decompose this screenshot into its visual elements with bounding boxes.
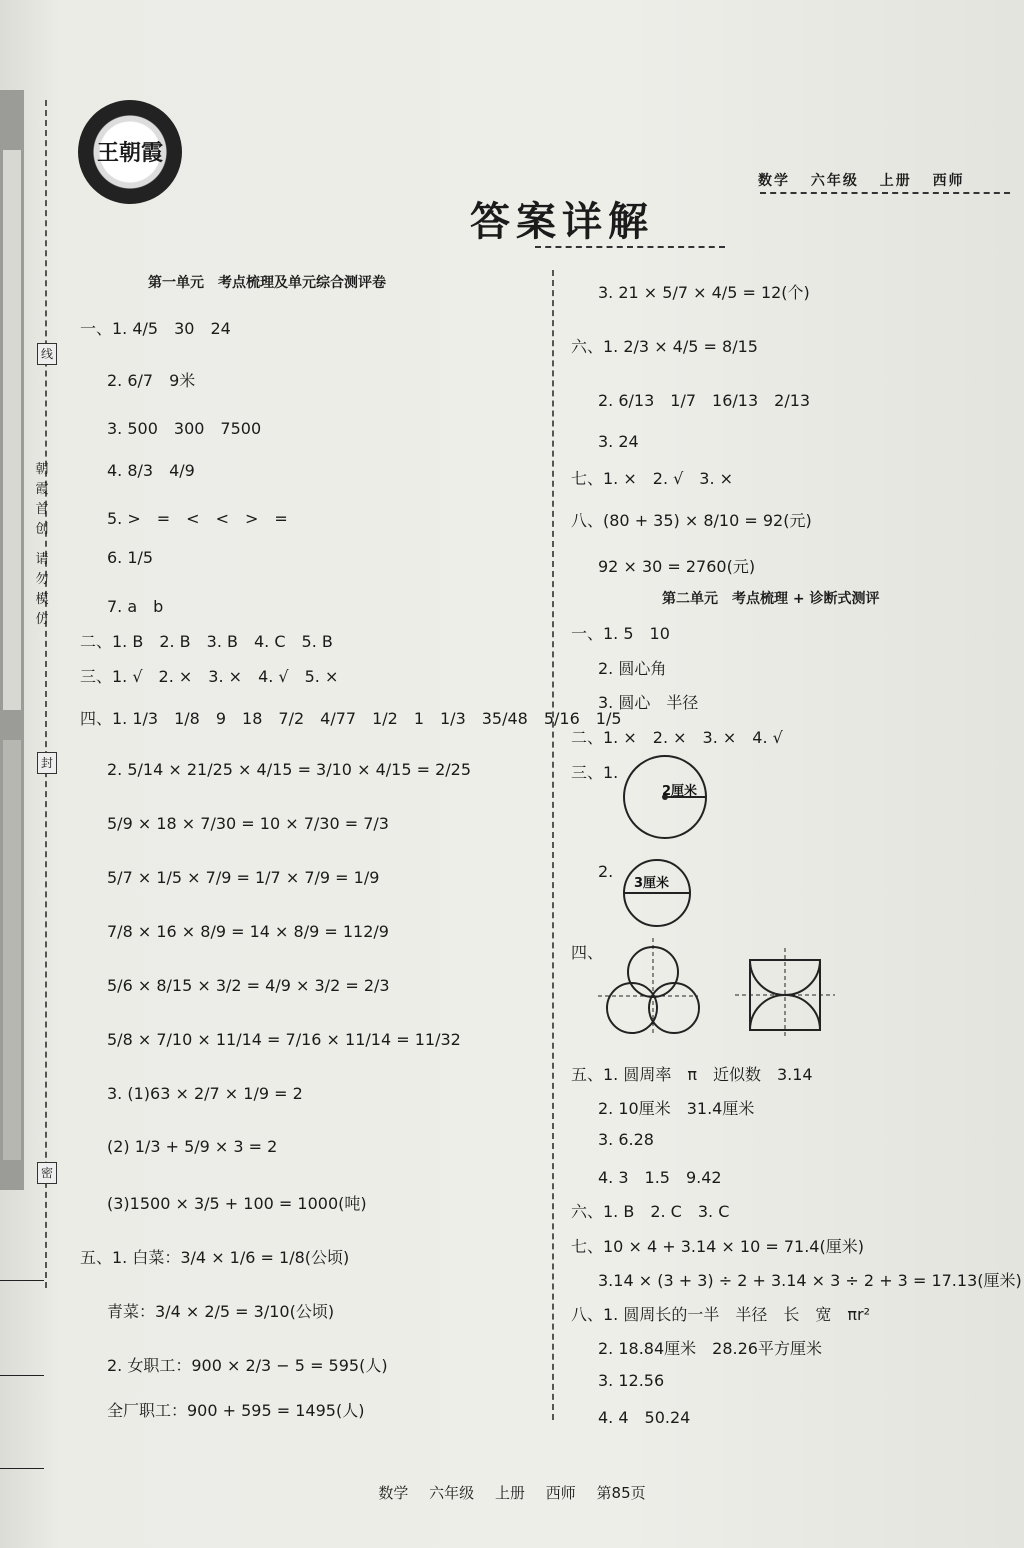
- answer-line: (2) 1/3 + 5/9 × 3 = 2: [107, 1137, 278, 1156]
- banner-publisher: 西师: [932, 173, 965, 189]
- brand-logo: [78, 100, 182, 204]
- answer-line: 4. 4 50.24: [598, 1408, 691, 1427]
- answer-line: 2. 圆心角: [598, 659, 667, 678]
- margin-rule: [0, 1468, 44, 1469]
- answer-line: 6. 1/5: [107, 548, 154, 567]
- answer-line: 7. a b: [107, 597, 164, 616]
- banner-line: [760, 192, 1010, 194]
- answer-line: 3. 6.28: [598, 1130, 654, 1149]
- margin-note-2: 请勿模仿: [35, 552, 49, 627]
- square-arcs-figure: [735, 948, 835, 1038]
- answer-line: 一、1. 5 10: [571, 624, 670, 643]
- margin-mark-mi: 密: [37, 1162, 57, 1184]
- diameter-label: 3厘米: [634, 876, 670, 891]
- answer-line: 4. 8/3 4/9: [107, 461, 195, 480]
- margin-note-1: 朝霞首创: [35, 462, 49, 537]
- section-title: 第二单元 考点梳理 + 诊断式测评: [662, 591, 880, 607]
- section-title: 第一单元 考点梳理及单元综合测评卷: [148, 275, 386, 291]
- answer-line: 2.: [598, 862, 614, 881]
- answer-line: 3. 圆心 半径: [598, 693, 699, 712]
- answer-line: 一、1. 4/5 30 24: [80, 319, 231, 338]
- answer-line: 2. 10厘米 31.4厘米: [598, 1099, 755, 1118]
- answer-line: 5/7 × 1/5 × 7/9 = 1/7 × 7/9 = 1/9: [107, 868, 380, 887]
- banner-subject: 数学: [758, 173, 790, 189]
- margin-rule: [0, 1375, 44, 1376]
- answer-line: 7/8 × 16 × 8/9 = 14 × 8/9 = 112/9: [107, 922, 389, 941]
- footer-subject: 数学: [378, 1484, 409, 1502]
- answer-line: 青菜：3/4 × 2/5 = 3/10(公顷): [107, 1302, 335, 1321]
- answer-line: 3.14 × (3 + 3) ÷ 2 + 3.14 × 3 ÷ 2 + 3 = 17.13(厘米): [598, 1271, 1022, 1290]
- footer-publisher: 西师: [545, 1484, 576, 1502]
- footer-volume: 上册: [494, 1484, 525, 1502]
- answer-line: 92 × 30 = 2760(元): [598, 557, 756, 576]
- answer-line: 四、1. 1/3 1/8 9 18 7/2 4/77 1/2 1 1/3 35/48 5/16 1/5: [80, 709, 622, 728]
- binding-strip: [0, 90, 24, 1190]
- column-divider: [552, 270, 554, 1420]
- answer-line: 5/9 × 18 × 7/30 = 10 × 7/30 = 7/3: [107, 814, 389, 833]
- margin-rule: [0, 1280, 44, 1281]
- answer-line: 2. 6/13 1/7 16/13 2/13: [598, 391, 811, 410]
- margin-mark-xian: 线: [37, 343, 57, 365]
- answer-line: 3. 12.56: [598, 1371, 665, 1390]
- answer-line: 六、1. 2/3 × 4/5 = 8/15: [571, 337, 758, 356]
- banner-grade: 六年级: [810, 173, 859, 189]
- answer-line: 4. 3 1.5 9.42: [598, 1168, 722, 1187]
- answer-line: 全厂职工：900 + 595 = 1495(人): [107, 1401, 365, 1420]
- answer-line: 七、10 × 4 + 3.14 × 10 = 71.4(厘米): [571, 1237, 864, 1256]
- answer-line: 2. 女职工：900 × 2/3 − 5 = 595(人): [107, 1356, 388, 1375]
- answer-line: 2. 18.84厘米 28.26平方厘米: [598, 1339, 822, 1358]
- cut-line: [45, 100, 47, 1288]
- answer-line: 二、1. B 2. B 3. B 4. C 5. B: [80, 632, 333, 651]
- answer-line: 5/6 × 8/15 × 3/2 = 4/9 × 3/2 = 2/3: [107, 976, 390, 995]
- footer-grade: 六年级: [429, 1484, 475, 1502]
- answer-line: 五、1. 白菜：3/4 × 1/6 = 1/8(公顷): [80, 1248, 350, 1267]
- circle-diameter-diagram: [622, 858, 692, 928]
- answer-line: 八、(80 + 35) × 8/10 = 92(元): [571, 511, 812, 530]
- answer-line: 2. 5/14 × 21/25 × 4/15 = 3/10 × 4/15 = 2/25: [107, 760, 471, 779]
- margin-mark-feng: 封: [37, 752, 57, 774]
- page-footer: [0, 1482, 1024, 1503]
- logo-text: 王朝霞: [96, 140, 163, 166]
- title-underline: [535, 246, 725, 248]
- answer-line: 四、: [571, 943, 604, 962]
- answer-line: 5. > = < < > =: [107, 509, 288, 528]
- answer-line: 3. 500 300 7500: [107, 419, 262, 438]
- radius-label: 2厘米: [662, 784, 698, 799]
- answer-line: 3. 24: [598, 432, 639, 451]
- three-circles-figure: [598, 938, 698, 1038]
- banner-volume: 上册: [879, 173, 912, 189]
- answer-line: 3. 21 × 5/7 × 4/5 = 12(个): [598, 283, 810, 302]
- answer-line: 2. 6/7 9米: [107, 371, 196, 390]
- answer-line: 八、1. 圆周长的一半 半径 长 宽 πr²: [571, 1305, 870, 1324]
- answer-line: (3)1500 × 3/5 + 100 = 1000(吨): [107, 1194, 367, 1213]
- answer-line: 七、1. × 2. √ 3. ×: [571, 469, 734, 488]
- circle-radius-diagram: [620, 752, 710, 842]
- header-banner: [758, 170, 979, 190]
- page-title: 答案详解: [470, 198, 654, 245]
- answer-line: 三、1.: [571, 763, 619, 782]
- answer-line: 二、1. × 2. × 3. × 4. √: [571, 728, 783, 747]
- answer-line: 六、1. B 2. C 3. C: [571, 1202, 730, 1221]
- page-number: 第85页: [596, 1484, 646, 1502]
- answer-line: 三、1. √ 2. × 3. × 4. √ 5. ×: [80, 667, 339, 686]
- answer-line: 五、1. 圆周率 π 近似数 3.14: [571, 1065, 813, 1084]
- answer-line: 3. (1)63 × 2/7 × 1/9 = 2: [107, 1084, 303, 1103]
- answer-line: 5/8 × 7/10 × 11/14 = 7/16 × 11/14 = 11/32: [107, 1030, 461, 1049]
